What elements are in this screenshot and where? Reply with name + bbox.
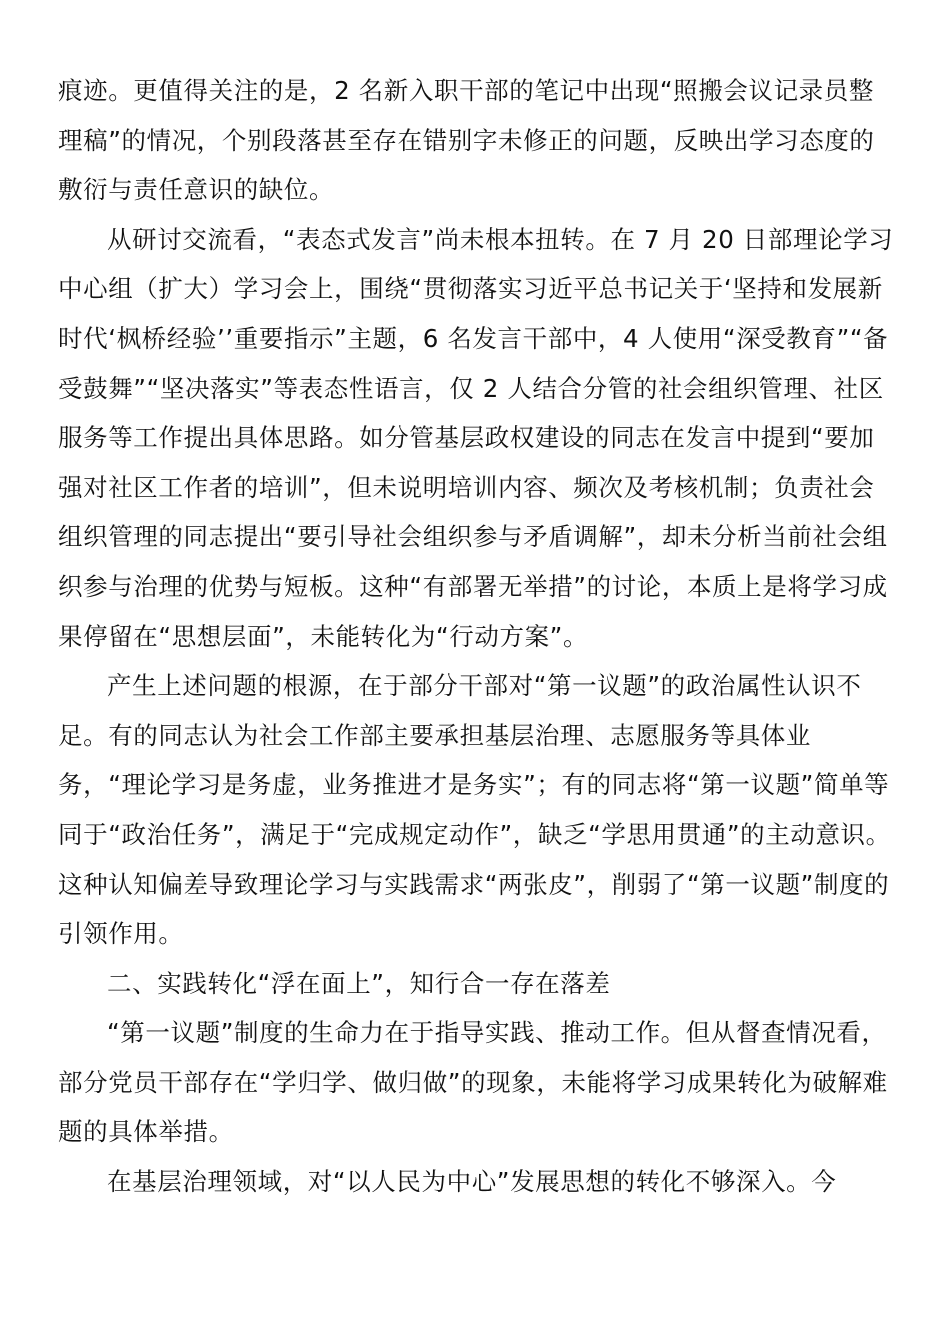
document-body (58, 66, 898, 1207)
paragraph-continuation: 痕迹。更值得关注的是，2 名新入职干部的笔记中出现“照搬会议记录员整理稿”的情况，个别段落甚至存在错别字未修正的问题，反映出学习态度的敷衍与责任意识的缺位。 (58, 76, 875, 205)
paragraph-practice: “第一议题”制度的生命力在于指导实践、推动工作。但从督查情况看，部分党员干部存在“学归学、做归做”的现象，未能将学习成果转化为破解难题的具体举措。 (58, 1018, 888, 1147)
paragraph-discussion: 从研讨交流看，“表态式发言”尚未根本扭转。在 7 月 20 日部理论学习中心组（扩大）学习会上，围绕“贯彻落实习近平总书记关于‘坚持和发展新时代‘枫桥经验’’重要指示”主题，6 名发言干部中，4 人使用“深受教育”“备受鼓舞”“坚决落实”等表态性语言，仅 2 人结合分管的社会组织管理、社区服务等工作提出具体思路。如分管基层政权建设的同志在发言中提到“要加强对社区工作者的培训”，但未说明培训内容、频次及考核机制；负责社会组织管理的同志提出“要引导社会组织参与矛盾调解”，却未分析当前社会组织参与治理的优势与短板。这种“有部署无举措”的讨论，本质上是将学习成果停留在“思想层面”，未能转化为“行动方案”。 (58, 224, 894, 651)
section-heading: 二、实践转化“浮在面上”，知行合一存在落差 (107, 968, 611, 998)
paragraph-grassroots: 在基层治理领域，对“以人民为中心”发展思想的转化不够深入。今 (107, 1167, 837, 1197)
paragraph-root-cause: 产生上述问题的根源，在于部分干部对“第一议题”的政治属性认识不足。有的同志认为社会工作部主要承担基层治理、志愿服务等具体业务，“理论学习是务虚，业务推进才是务实”；有的同志将“第一议题”简单等同于“政治任务”，满足于“完成规定动作”，缺乏“学思用贯通”的主动意识。这种认知偏差导致理论学习与实践需求“两张皮”，削弱了“第一议题”制度的引领作用。 (58, 671, 891, 949)
